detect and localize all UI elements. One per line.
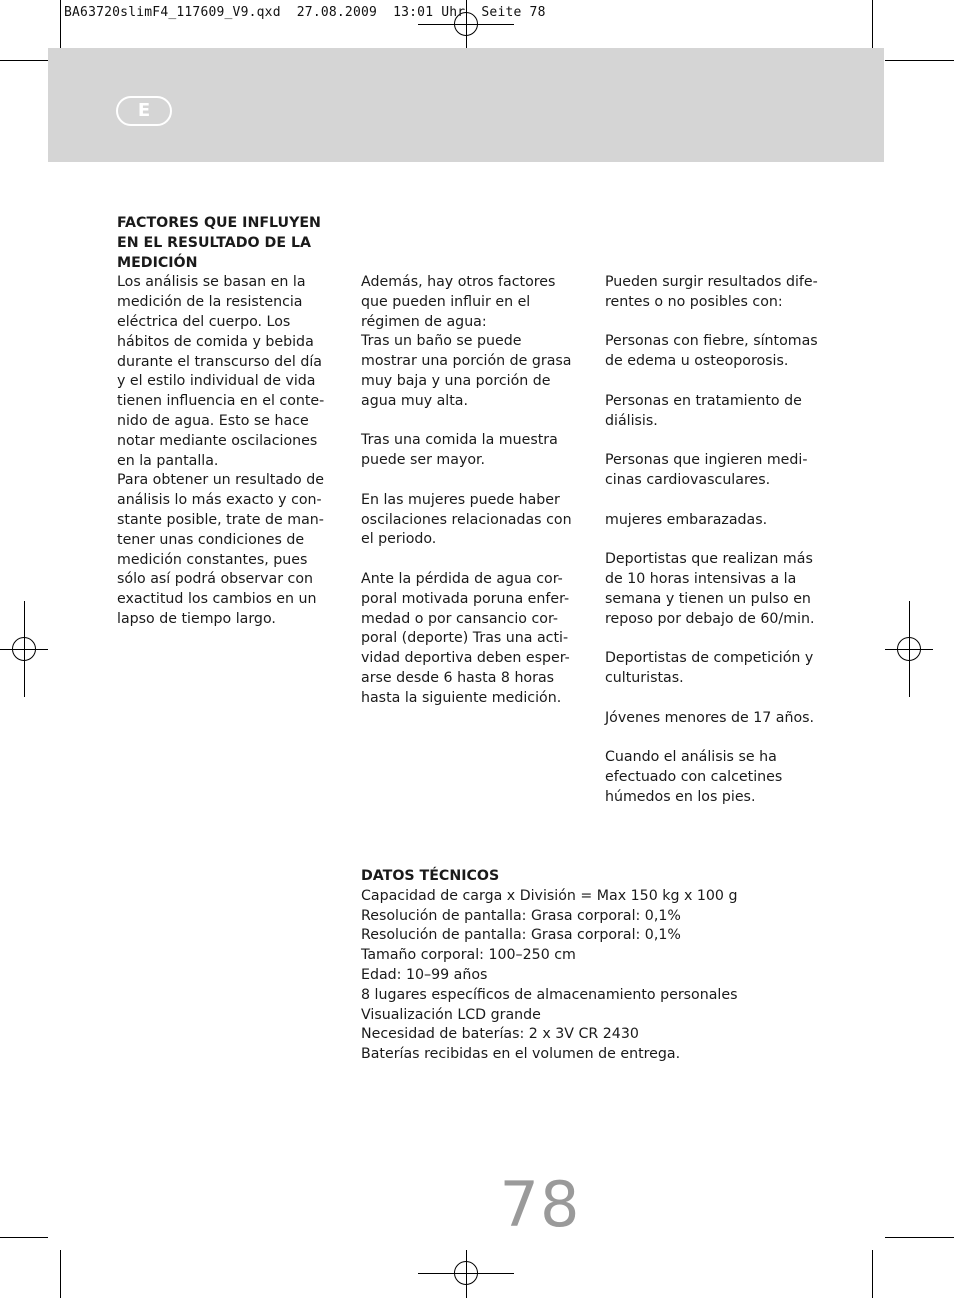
text-line: notar mediante oscilaciones [117,432,318,449]
text-line: mostrar una porción de grasa [361,353,572,370]
text-line: y el estilo individual de vida [117,373,316,390]
spec-line: 8 lugares específicos de almacenamiento personales [361,986,738,1003]
text-line: análisis lo más exacto y con- [117,492,322,509]
text-line: poral (deporte) Tras una acti- [361,630,569,647]
text-line: medición de la resistencia [117,294,303,311]
text-line: hábitos de comida y bebida [117,333,314,350]
header-band [48,48,884,162]
text-line [605,530,825,550]
text-line: exactitud los cambios en un [117,591,317,608]
crop-mark [885,60,954,61]
text-line: diálisis. [605,412,658,429]
text-line: Jóvenes menores de 17 años. [605,709,815,726]
spec-line: Resolución de pantalla: Grasa corporal: 0,1% [361,907,681,924]
section-heading [117,214,332,273]
text-line [605,728,825,748]
heading-line: MEDICIÓN [117,254,198,271]
text-line: En las mujeres puede haber [361,491,560,508]
language-badge: E [116,96,172,126]
column-body [361,273,576,709]
column-body [605,273,825,808]
text-line: en la pantalla. [117,452,219,469]
text-line: rentes o no posibles con: [605,293,783,310]
spec-line: Capacidad de carga x División = Max 150 kg x 100 g [361,887,738,904]
column-unreliable-results [605,273,825,808]
text-line: el periodo. [361,531,437,548]
text-line: Personas que ingieren medi- [605,452,808,469]
crop-mark [60,1250,61,1298]
section-heading: DATOS TÉCNICOS [361,868,500,884]
text-line: arse desde 6 hasta 8 horas [361,669,555,686]
heading-line: EN EL RESULTADO DE LA [117,234,311,251]
text-line: agua muy alta. [361,392,469,409]
crop-mark [885,1237,954,1238]
text-line: eléctrica del cuerpo. Los [117,313,291,330]
text-line: semana y tienen un pulso en [605,590,811,607]
crop-mark [0,60,48,61]
text-line: reposo por debajo de 60/min. [605,610,815,627]
text-line: medición constantes, pues [117,551,308,568]
crop-mark [0,1237,48,1238]
text-line: Para obtener un resultado de [117,472,324,489]
text-line: Además, hay otros factores [361,274,556,290]
text-line: Personas en tratamiento de [605,392,802,409]
text-line: Ante la pérdida de agua cor- [361,570,563,587]
text-line [361,412,576,432]
text-line: cinas cardiovasculares. [605,471,771,488]
spec-line: Necesidad de baterías: 2 x 3V CR 2430 [361,1026,639,1043]
text-line [605,629,825,649]
text-line: hasta la siguiente medición. [361,689,562,706]
text-line: nido de agua. Esto se hace [117,412,309,429]
text-line: muy baja y una porción de [361,372,551,389]
spec-line: Edad: 10–99 años [361,966,488,983]
text-line: puede ser mayor. [361,452,486,469]
text-line: de 10 horas intensivas a la [605,570,797,587]
column-measurement-factors [117,214,332,630]
text-line: Tras un baño se puede [361,333,522,350]
spec-line: Visualización LCD grande [361,1006,541,1023]
heading-line: FACTORES QUE INFLUYEN [117,215,321,231]
text-line: culturistas. [605,669,684,686]
column-body [117,273,332,629]
text-line [361,550,576,570]
technical-data [361,867,781,1065]
crop-mark [872,1250,873,1298]
text-line: sólo así podrá observar con [117,571,314,588]
text-line: oscilaciones relacionadas con [361,511,572,528]
text-line: régimen de agua: [361,313,487,330]
text-line: Deportistas de competición y [605,650,814,667]
page-number: 78 [499,1168,581,1241]
column-additional-factors [361,273,576,709]
text-line: poral motivada poruna enfer- [361,590,570,607]
technical-data-list [361,887,781,1065]
text-line: Personas con fiebre, síntomas [605,333,818,350]
text-line: lapso de tiempo largo. [117,610,276,627]
text-line: stante posible, trate de man- [117,511,324,528]
text-line: que pueden influir en el [361,293,531,310]
spec-line: Tamaño corporal: 100–250 cm [361,947,576,964]
text-line [605,431,825,451]
text-line: de edema u osteoporosis. [605,353,789,370]
text-line: Tras una comida la muestra [361,432,558,449]
text-line [361,471,576,491]
text-line: húmedos en los pies. [605,788,756,805]
text-line: Los análisis se basan en la [117,274,306,291]
text-line: Cuando el análisis se ha [605,749,777,766]
text-line [605,491,825,511]
text-line: vidad deportiva deben esper- [361,650,570,667]
text-line: efectuado con calcetines [605,768,783,785]
spec-line: Resolución de pantalla: Grasa corporal: 0,1% [361,927,681,944]
crop-mark [60,0,61,48]
text-line: Pueden surgir resultados dife- [605,274,818,290]
text-line [605,689,825,709]
text-line [605,313,825,333]
text-line: mujeres embarazadas. [605,511,768,528]
text-line: tienen influencia en el conte- [117,393,325,410]
text-line: tener unas condiciones de [117,531,305,548]
text-line [605,372,825,392]
text-line: Deportistas que realizan más [605,551,813,568]
crop-mark [872,0,873,48]
print-slug: BA63720slimF4_117609_V9.qxd 27.08.2009 13:01 Uhr Seite 78 [64,5,546,20]
spec-line: Baterías recibidas en el volumen de entrega. [361,1046,681,1063]
text-line: durante el transcurso del día [117,353,323,370]
text-line: medad o por cansancio cor- [361,610,559,627]
